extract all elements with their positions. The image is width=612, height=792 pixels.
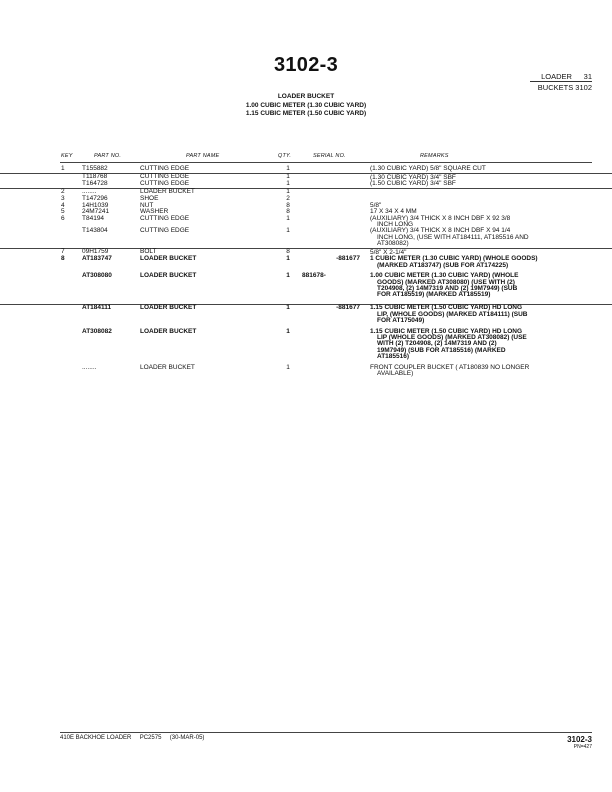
part-number-cell: AT308080 (82, 272, 112, 280)
remarks-line: (1.50 CUBIC YARD) 3/4" SBF (370, 180, 456, 188)
remarks-line: T204908, (2) 14M7319 AND (2) 19M7949) (SUB (377, 285, 518, 293)
part-number-cell: ........ (82, 363, 97, 371)
qty-cell: 2 (286, 195, 290, 203)
section-header (541, 72, 592, 81)
part-number-cell: AT183747 (82, 255, 112, 263)
serial-number-cell: 881678- (302, 272, 326, 280)
part-name-cell: CUTTING EDGE (140, 180, 190, 188)
part-number-cell: AT308082 (82, 327, 112, 335)
part-name-cell: BOLT (140, 248, 157, 256)
table-row (0, 228, 612, 247)
column-header-part-name: PART NAME (186, 153, 220, 159)
remarks-line: (1.30 CUBIC YARD) 5/8" SQUARE CUT (370, 165, 486, 172)
remarks-line: (MARKED AT183747) (SUB FOR AT174225) (377, 261, 509, 269)
qty-cell: 1 (286, 165, 290, 172)
remarks-line: AT185516) (377, 353, 410, 361)
remarks-line: GOODS) (MARKED AT308080) (USE WITH (2) (377, 278, 515, 286)
group-title (0, 93, 612, 119)
key-cell: 4 (61, 201, 65, 209)
part-name-cell: LOADER BUCKET (140, 255, 197, 263)
qty-cell: 8 (286, 208, 290, 216)
footer-page-number: 3102-3 (567, 735, 592, 744)
remarks-line: (AUXILIARY) 3/4 THICK X 8 INCH DBF X 92 3/8 (370, 214, 511, 222)
column-header-serial-no: SERIAL NO. (313, 153, 346, 159)
part-name-cell: LOADER BUCKET (140, 188, 195, 196)
remarks-cell (370, 166, 580, 172)
remarks-cell (370, 228, 580, 247)
group-header: BUCKETS 3102 (537, 83, 592, 92)
remarks-cell (370, 329, 580, 361)
footer-pc: PC2575 (139, 735, 162, 741)
remarks-cell (370, 365, 580, 378)
footer-info (60, 735, 204, 741)
key-cell: 5 (61, 208, 65, 216)
group-title-line-2: 1.00 CUBIC METER (1.30 CUBIC YARD) (245, 101, 367, 109)
table-row (0, 273, 612, 303)
remarks-line: LIP (WHOLE GOODS) (MARKED AT308082) (USE (377, 333, 527, 341)
part-number-cell: 14H1039 (82, 201, 109, 209)
part-number-cell: T147296 (82, 195, 108, 203)
serial-number-cell: -881677 (336, 303, 360, 311)
remarks-line: INCH LONG, (USE WITH AT184111, AT185516 AND (377, 233, 529, 241)
remarks-line: (AUXILIARY) 3/4 THICK X 8 INCH DBF X 94 1/4 (370, 227, 511, 235)
remarks-line: 5/8" X 2-1/4" (370, 249, 407, 257)
qty-cell: 1 (286, 255, 290, 263)
qty-cell: 1 (286, 227, 290, 235)
remarks-line: (1.30 CUBIC YARD) 3/4" SBF (370, 173, 456, 181)
table-header-divider (60, 162, 592, 163)
remarks-line: WITH (2) T204908, (2) 14M7319 AND (2) (377, 340, 497, 348)
qty-cell: 1 (286, 214, 290, 222)
part-name-cell: CUTTING EDGE (140, 173, 190, 181)
table-row (0, 166, 612, 172)
part-name-cell: NUT (140, 201, 154, 209)
part-name-cell: LOADER BUCKET (140, 272, 197, 280)
remarks-line: 1.15 CUBIC METER (1.50 CUBIC YARD) HD LONG (370, 304, 523, 312)
part-number-cell: T143804 (82, 227, 108, 235)
table-row (0, 329, 612, 365)
part-number-cell: 24M7241 (82, 208, 110, 216)
part-number-cell: AT184111 (82, 303, 112, 311)
qty-cell: 1 (286, 180, 290, 188)
key-cell: 2 (61, 188, 65, 196)
remarks-line: FOR AT175049) (377, 317, 425, 325)
page-title: 3102-3 (273, 54, 339, 76)
part-name-cell: SHOE (140, 195, 159, 203)
qty-cell: 8 (286, 248, 290, 256)
header-divider (530, 81, 592, 82)
qty-cell: 1 (286, 363, 290, 371)
section-name: LOADER (541, 72, 572, 81)
remarks-line: 1.00 CUBIC METER (1.30 CUBIC YARD) (WHOLE (370, 272, 519, 280)
table-row (0, 304, 612, 329)
column-header-qty: QTY. (278, 153, 292, 159)
group-title-line-3: 1.15 CUBIC METER (1.50 CUBIC YARD) (245, 110, 367, 118)
remarks-line: 19M7949) (SUB FOR AT185516) (MARKED (377, 346, 506, 354)
table-row (0, 365, 612, 378)
remarks-cell (370, 181, 580, 187)
qty-cell: 1 (286, 272, 290, 280)
qty-cell: 1 (286, 173, 290, 181)
section-page-number: 31 (583, 72, 592, 81)
part-number-cell: T155882 (82, 165, 108, 172)
remarks-line: INCH LONG (377, 221, 414, 229)
key-cell: 7 (61, 248, 65, 256)
qty-cell: 1 (286, 303, 290, 311)
remarks-line: 5/8" (370, 201, 382, 209)
part-number-cell: 09H1759 (82, 248, 109, 256)
part-number-cell: ........ (82, 188, 97, 196)
footer-pn: PN=427 (573, 744, 592, 750)
group-title-line-1: LOADER BUCKET (277, 93, 335, 100)
remarks-line: LIP, (WHOLE GOODS) (MARKED AT184111) (SUB (377, 310, 528, 318)
remarks-line: 1.15 CUBIC METER (1.50 CUBIC YARD) HD LONG (370, 327, 523, 335)
part-number-cell: T118768 (82, 173, 108, 181)
key-cell: 3 (61, 195, 65, 203)
footer-divider (60, 732, 592, 733)
remarks-line: AVAILABLE) (377, 369, 414, 377)
part-number-cell: T84194 (82, 214, 105, 222)
remarks-line: 17 X 34 X 4 MM (370, 208, 417, 216)
part-name-cell: CUTTING EDGE (140, 227, 190, 235)
serial-number-cell: -881677 (336, 255, 360, 263)
qty-cell: 8 (286, 201, 290, 209)
part-number-cell: T164728 (82, 180, 108, 188)
table-row (0, 181, 612, 187)
table-row (0, 256, 612, 273)
remarks-line: FOR AT185519) (MARKED AT185519) (377, 291, 491, 299)
part-name-cell: LOADER BUCKET (140, 303, 197, 311)
column-header-key: KEY (61, 153, 73, 159)
remarks-line: FRONT COUPLER BUCKET ( AT180839 NO LONGER (370, 363, 530, 371)
part-name-cell: LOADER BUCKET (140, 327, 197, 335)
qty-cell: 1 (286, 327, 290, 335)
row-spacer (0, 299, 612, 303)
remarks-line: 1 CUBIC METER (1.30 CUBIC YARD) (WHOLE GOODS) (370, 255, 538, 263)
key-cell: 6 (61, 214, 65, 222)
key-cell: 8 (61, 255, 65, 263)
remarks-cell (370, 273, 580, 299)
part-name-cell: LOADER BUCKET (140, 363, 195, 371)
key-cell: 1 (61, 165, 65, 172)
footer-model: 410E BACKHOE LOADER (60, 735, 132, 741)
column-header-part-no: PART NO. (94, 153, 122, 159)
column-header-remarks: REMARKS (420, 153, 449, 159)
part-name-cell: WASHER (140, 208, 169, 216)
footer-date: (30-MAR-05) (169, 735, 205, 741)
part-name-cell: CUTTING EDGE (140, 214, 190, 222)
parts-table (0, 166, 612, 377)
qty-cell: 1 (286, 188, 290, 196)
remarks-line: AT308082) (377, 240, 409, 248)
remarks-cell (370, 305, 580, 324)
remarks-cell (370, 256, 580, 269)
part-name-cell: CUTTING EDGE (140, 165, 190, 172)
